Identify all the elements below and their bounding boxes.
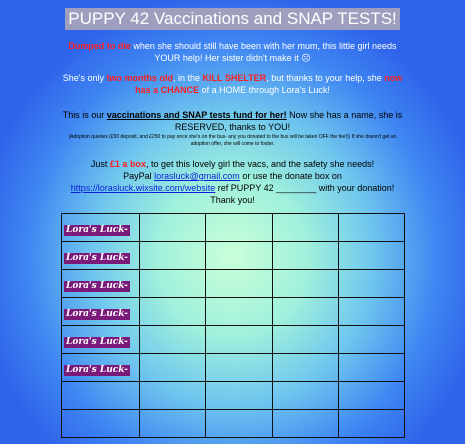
paypal-email-link[interactable]: lorasluck@gmail.com — [154, 171, 240, 181]
grid-cell[interactable] — [338, 270, 404, 298]
lorasluck-label: Lora's Luck- — [66, 308, 128, 319]
grid-cell — [62, 354, 140, 382]
grid-cell[interactable] — [206, 298, 272, 326]
grid-cell[interactable] — [140, 354, 206, 382]
grid-row — [62, 214, 405, 242]
grid-cell[interactable] — [206, 410, 272, 438]
grid-cell[interactable] — [140, 410, 206, 438]
fund-highlight: vaccinations and SNAP tests fund for her! — [106, 110, 287, 120]
dumped-text: Dumped to die — [68, 41, 131, 51]
grid-cell[interactable] — [272, 270, 338, 298]
donate-text-4: ref PUPPY 42 ________ with your donation! Thank you! — [210, 183, 395, 205]
grid-cell[interactable] — [140, 298, 206, 326]
lorasluck-label: Lora's Luck- — [66, 252, 128, 263]
grid-cell[interactable] — [140, 326, 206, 354]
page-title: PUPPY 42 Vaccinations and SNAP TESTS! — [65, 8, 400, 30]
grid-cell[interactable] — [272, 298, 338, 326]
lorasluck-label: Lora's Luck- — [66, 336, 128, 347]
paypal-label: PayPal — [123, 171, 155, 181]
grid-cell — [62, 326, 140, 354]
grid-cell[interactable] — [272, 242, 338, 270]
grid-cell[interactable] — [140, 214, 206, 242]
adoption-note: (Adoption queries (£50 deposit, and £250 to pay once she's on the bus- any you donated to the bus will be taken OFF the fee!)) If she doesn't get an adoption offer, she will come to foster. — [68, 134, 397, 147]
grid-row — [62, 270, 405, 298]
chance-highlight: now has a CHANCE — [135, 73, 403, 95]
grid-cell[interactable] — [62, 410, 140, 438]
grid-row — [62, 382, 405, 410]
donation-grid — [61, 213, 405, 438]
lorasluck-label: Lora's Luck- — [66, 224, 128, 235]
grid-row — [62, 410, 405, 438]
grid-cell[interactable] — [272, 326, 338, 354]
intro-text: when she should still have been with her mum, this little girl needs YOUR help! Her sister didn't make it ☹ — [130, 41, 397, 63]
fund-text-2: Now she has a name, she is RESERVED, thanks to YOU! — [174, 110, 403, 132]
grid-cell[interactable] — [338, 298, 404, 326]
intro-paragraph — [60, 40, 405, 64]
grid-cell[interactable] — [338, 354, 404, 382]
grid-cell[interactable] — [272, 214, 338, 242]
website-link[interactable]: https://lorasluck.wixsite.com/website — [70, 183, 216, 193]
fund-text-1: This is our — [62, 110, 107, 120]
fund-paragraph — [60, 109, 405, 147]
grid-cell[interactable] — [272, 382, 338, 410]
grid-cell[interactable] — [206, 326, 272, 354]
donate-paragraph — [60, 158, 405, 206]
grid-cell[interactable] — [206, 242, 272, 270]
lorasluck-label: Lora's Luck- — [66, 280, 128, 291]
grid-cell[interactable] — [272, 410, 338, 438]
grid-cell[interactable] — [140, 270, 206, 298]
age-text-2: , in the — [172, 73, 203, 83]
grid-cell — [62, 270, 140, 298]
grid-cell[interactable] — [140, 242, 206, 270]
age-text-4: of a HOME through Lora's Luck! — [199, 85, 330, 95]
grid-cell — [62, 214, 140, 242]
lorasluck-label: Lora's Luck- — [66, 364, 128, 375]
grid-cell[interactable] — [338, 214, 404, 242]
grid-cell[interactable] — [272, 354, 338, 382]
page-title-wrap — [0, 8, 465, 30]
grid-cell[interactable] — [62, 382, 140, 410]
price-highlight: £1 a box — [109, 159, 146, 169]
grid-cell[interactable] — [206, 382, 272, 410]
age-highlight: two months old — [106, 73, 173, 83]
donate-text-3: or use the donate box on — [239, 171, 342, 181]
grid-cell[interactable] — [140, 382, 206, 410]
age-text-1: She's only — [62, 73, 107, 83]
grid-cell — [62, 298, 140, 326]
age-paragraph — [60, 72, 405, 96]
grid-row — [62, 298, 405, 326]
grid-row — [62, 242, 405, 270]
grid-cell[interactable] — [338, 410, 404, 438]
grid-cell — [62, 242, 140, 270]
grid-row — [62, 354, 405, 382]
grid-cell[interactable] — [338, 382, 404, 410]
grid-row — [62, 326, 405, 354]
donate-text-1: Just — [90, 159, 110, 169]
kill-shelter-highlight: KILL SHELTER — [202, 73, 267, 83]
age-text-3: , but thanks to your help, she — [266, 73, 385, 83]
donate-text-2: , to get this lovely girl the vacs, and the safety she needs! — [145, 159, 375, 169]
grid-cell[interactable] — [206, 270, 272, 298]
grid-cell[interactable] — [206, 354, 272, 382]
grid-cell[interactable] — [206, 214, 272, 242]
grid-cell[interactable] — [338, 326, 404, 354]
grid-cell[interactable] — [338, 242, 404, 270]
